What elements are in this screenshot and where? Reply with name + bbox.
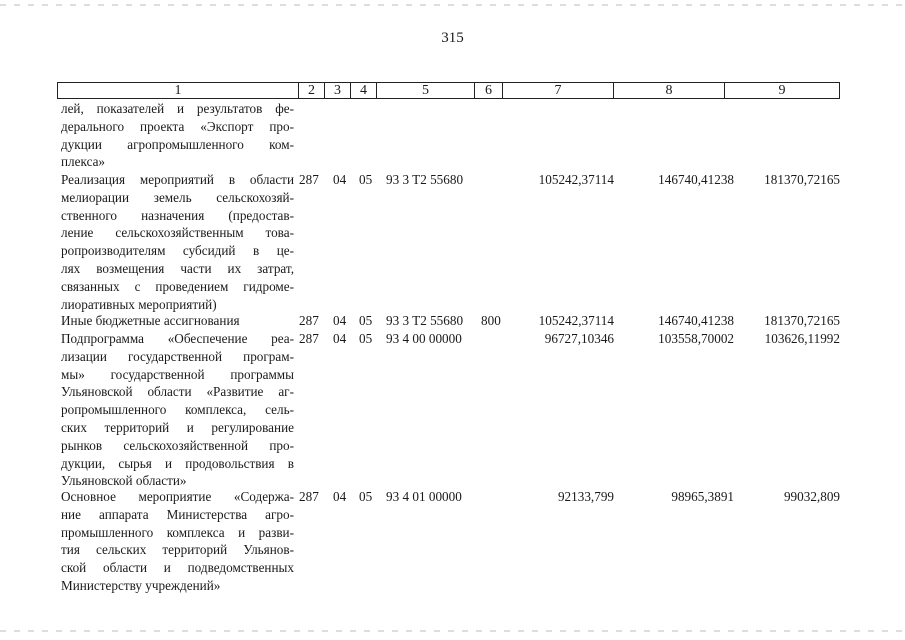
column-7-value: 105242,37114 xyxy=(538,172,614,187)
column-9-value: 181370,72165 xyxy=(764,313,840,328)
description-line: Ульяновской области «Развитие аг- xyxy=(61,384,294,400)
header-col-6: 6 xyxy=(475,83,503,99)
column-5-value: 93 3 T2 55680 xyxy=(386,313,464,328)
description-line: лизации государственной програм- xyxy=(61,348,294,364)
column-3-value: 04 xyxy=(333,489,347,504)
column-5-value: 93 3 T2 55680 xyxy=(386,172,464,187)
header-col-4: 4 xyxy=(351,83,377,99)
header-col-7: 7 xyxy=(503,83,614,99)
description-line: Министерству учреждений» xyxy=(61,577,221,593)
row-description xyxy=(61,488,294,595)
column-7-value: 96727,10346 xyxy=(544,331,614,346)
description-line: Основное мероприятие «Содержа- xyxy=(61,489,294,504)
column-3-value: 04 xyxy=(333,313,347,328)
description-line: ление сельскохозяйственным това- xyxy=(61,225,294,241)
column-6-value: 800 xyxy=(481,313,501,328)
description-line: Подпрограмма «Обеспечение реа- xyxy=(61,331,294,346)
description-line: ских территорий и регулирование xyxy=(61,419,294,435)
header-col-1: 1 xyxy=(58,83,299,99)
column-7-value: 105242,37114 xyxy=(538,313,614,328)
header-col-9: 9 xyxy=(725,83,840,99)
column-2-value: 287 xyxy=(299,172,319,187)
description-line: плекса» xyxy=(61,154,106,170)
description-line: мы» государственной программы xyxy=(61,366,294,382)
column-4-value: 05 xyxy=(359,489,373,504)
description-line: дукции, сырья и продовольствия в xyxy=(61,455,294,471)
description-line: Иные бюджетные ассигнования xyxy=(61,313,240,328)
description-line: мелиорации земель сельскохозяй- xyxy=(61,189,294,205)
description-line: лях возмещения части их затрат, xyxy=(61,260,294,276)
column-4-value: 05 xyxy=(359,172,373,187)
column-5-value: 93 4 00 00000 xyxy=(386,331,462,346)
column-3-value: 04 xyxy=(333,331,347,346)
column-8-value: 98965,3891 xyxy=(671,489,734,504)
column-2-value: 287 xyxy=(299,331,319,346)
description-line: Реализация мероприятий в области xyxy=(61,172,294,187)
description-line: ние аппарата Министерства агро- xyxy=(61,506,294,522)
column-9-value: 99032,809 xyxy=(783,489,840,504)
column-4-value: 05 xyxy=(359,313,373,328)
description-line: тия сельских территорий Ульянов- xyxy=(61,542,294,558)
page-number: 315 xyxy=(441,30,464,46)
description-line: ской области и подведомственных xyxy=(61,560,294,576)
description-line: ропромышленного комплекса, сель- xyxy=(61,402,294,418)
column-3-value: 04 xyxy=(333,172,347,187)
column-8-value: 146740,41238 xyxy=(658,313,734,328)
column-8-value: 146740,41238 xyxy=(658,172,734,187)
row-description xyxy=(61,330,294,490)
column-7-value: 92133,799 xyxy=(557,489,614,504)
description-line: связанных с проведением гидроме- xyxy=(61,278,294,294)
description-line: дукции агропромышленного ком- xyxy=(61,136,294,152)
row-description xyxy=(61,171,294,313)
description-line: лей, показателей и результатов фе- xyxy=(61,101,294,116)
column-9-value: 103626,11992 xyxy=(764,331,840,346)
description-line: лиоративных мероприятий) xyxy=(61,296,217,312)
column-4-value: 05 xyxy=(359,331,373,346)
table-header xyxy=(57,82,840,99)
header-col-2: 2 xyxy=(299,83,325,99)
header-col-8: 8 xyxy=(614,83,725,99)
header-col-3: 3 xyxy=(325,83,351,99)
row-description xyxy=(61,100,294,171)
header-col-5: 5 xyxy=(377,83,475,99)
description-line: дерального проекта «Экспорт про- xyxy=(61,118,294,134)
description-line: ственного назначения (предостав- xyxy=(61,207,294,223)
scan-edge-bottom xyxy=(0,630,905,632)
description-line: рынков сельскохозяйственной про- xyxy=(61,437,294,453)
row-description xyxy=(61,312,294,330)
column-2-value: 287 xyxy=(299,489,319,504)
description-line: промышленного комплекса и разви- xyxy=(61,524,294,540)
column-8-value: 103558,70002 xyxy=(658,331,734,346)
column-2-value: 287 xyxy=(299,313,319,328)
scan-edge-top xyxy=(0,4,905,6)
description-line: ропроизводителям субсидий в це- xyxy=(61,243,294,259)
column-5-value: 93 4 01 00000 xyxy=(386,489,462,504)
description-line: Ульяновской области» xyxy=(61,473,187,489)
column-9-value: 181370,72165 xyxy=(764,172,840,187)
